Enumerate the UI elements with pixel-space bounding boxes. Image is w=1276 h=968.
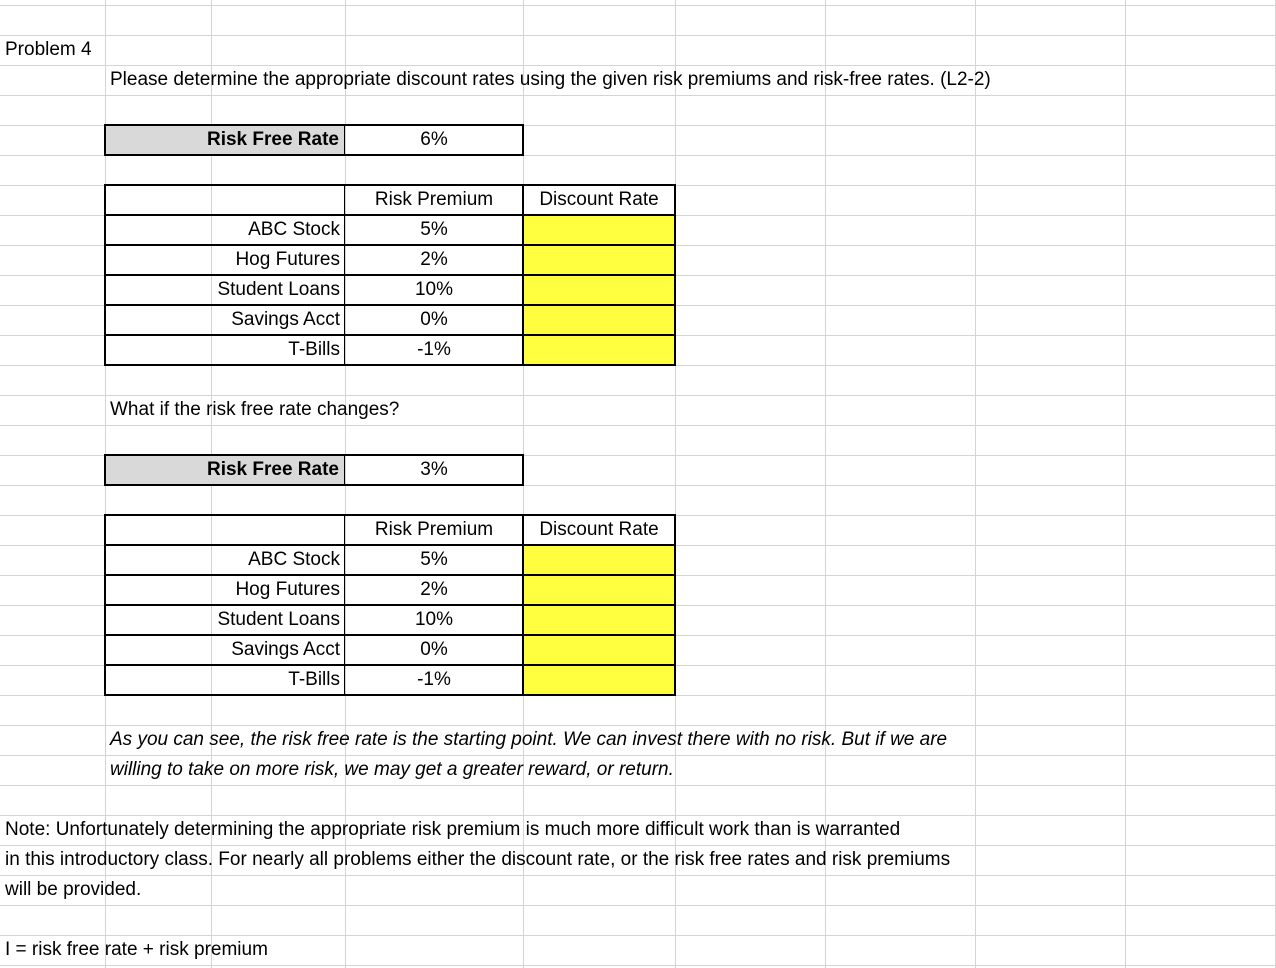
risk-premium-value[interactable]: 2%: [420, 249, 448, 270]
table2-rf-border-top: [105, 454, 523, 456]
table1-row-divider: [105, 244, 676, 246]
risk-premium-value[interactable]: -1%: [417, 339, 451, 360]
note-line-2: in this introductory class. For nearly all problems either the discount rate, or the risk free rates and risk premiums: [5, 849, 951, 870]
discount-rate-input-cell[interactable]: [523, 605, 675, 635]
table2-row-divider: [105, 544, 676, 546]
table1-border-bottom: [105, 364, 676, 366]
risk-premium-value[interactable]: 0%: [420, 309, 448, 330]
discount-rate-input-cell[interactable]: [523, 305, 675, 335]
risk-free-rate-label-2: Risk Free Rate: [206, 459, 339, 480]
table2-row-divider: [105, 574, 676, 576]
note-line-1: Note: Unfortunately determining the appropriate risk premium is much more difficult work than is warranted: [5, 819, 901, 840]
risk-premium-value[interactable]: -1%: [417, 669, 451, 690]
discount-rate-input-cell[interactable]: [523, 665, 675, 695]
discount-rate-input-cell[interactable]: [523, 635, 675, 665]
row-label: ABC Stock: [248, 219, 340, 240]
table2-rf-border-bottom: [105, 484, 523, 486]
discount-rate-input-cell[interactable]: [523, 575, 675, 605]
risk-premium-header-1: Risk Premium: [374, 189, 494, 210]
discount-rate-input-cell[interactable]: [523, 275, 675, 305]
risk-free-rate-label-1: Risk Free Rate: [206, 129, 339, 150]
table1-row-divider: [105, 334, 676, 336]
table2-row-divider: [105, 634, 676, 636]
table2-row-divider: [105, 664, 676, 666]
discount-rate-header-2: Discount Rate: [539, 519, 659, 540]
table1-rf-border-right: [522, 124, 524, 156]
risk-premium-value[interactable]: 0%: [420, 639, 448, 660]
risk-free-rate-value-1[interactable]: 6%: [420, 129, 448, 150]
risk-premium-value[interactable]: 5%: [420, 219, 448, 240]
formula-text: I = risk free rate + risk premium: [5, 939, 268, 960]
table1-rf-border-left: [104, 124, 106, 156]
note-line-3: will be provided.: [5, 879, 142, 900]
table1-row-divider: [105, 214, 676, 216]
explanation-line-1: As you can see, the risk free rate is the starting point. We can invest there with no risk. But if we are: [110, 729, 948, 750]
table2-rf-border-left: [104, 454, 106, 486]
discount-rate-input-cell[interactable]: [523, 545, 675, 575]
risk-premium-value[interactable]: 2%: [420, 579, 448, 600]
discount-rate-input-cell[interactable]: [523, 215, 675, 245]
row-label: T-Bills: [288, 339, 340, 360]
explanation-line-2: willing to take on more risk, we may get a greater reward, or return.: [110, 759, 674, 780]
table2-rf-border-right: [522, 454, 524, 486]
table1-row-divider: [105, 274, 676, 276]
row-label: Savings Acct: [231, 309, 340, 330]
risk-premium-value[interactable]: 5%: [420, 549, 448, 570]
discount-rate-input-cell[interactable]: [523, 335, 675, 365]
table1-rf-divider: [344, 124, 345, 156]
risk-premium-value[interactable]: 10%: [414, 609, 454, 630]
table1-rf-border-top: [105, 124, 523, 126]
row-label: Savings Acct: [231, 639, 340, 660]
discount-rate-header-1: Discount Rate: [539, 189, 659, 210]
row-label: Hog Futures: [235, 249, 340, 270]
discount-rate-input-cell[interactable]: [523, 245, 675, 275]
row-label: T-Bills: [288, 669, 340, 690]
instruction-text: Please determine the appropriate discount rates using the given risk premiums and risk-free rates. (L2-2): [110, 69, 991, 90]
table2-border-top: [105, 514, 676, 516]
table2-border-bottom: [105, 694, 676, 696]
row-label: ABC Stock: [248, 549, 340, 570]
risk-premium-value[interactable]: 10%: [414, 279, 454, 300]
row-label: Student Loans: [217, 609, 340, 630]
risk-free-rate-value-2[interactable]: 3%: [420, 459, 448, 480]
risk-premium-header-2: Risk Premium: [374, 519, 494, 540]
question-text: What if the risk free rate changes?: [110, 399, 400, 420]
table1-row-divider: [105, 304, 676, 306]
table2-row-divider: [105, 604, 676, 606]
table1-rf-border-bottom: [105, 154, 523, 156]
table2-rf-divider: [344, 454, 345, 486]
table1-border-top: [105, 184, 676, 186]
row-label: Student Loans: [217, 279, 340, 300]
row-label: Hog Futures: [235, 579, 340, 600]
problem-label: Problem 4: [5, 39, 92, 60]
